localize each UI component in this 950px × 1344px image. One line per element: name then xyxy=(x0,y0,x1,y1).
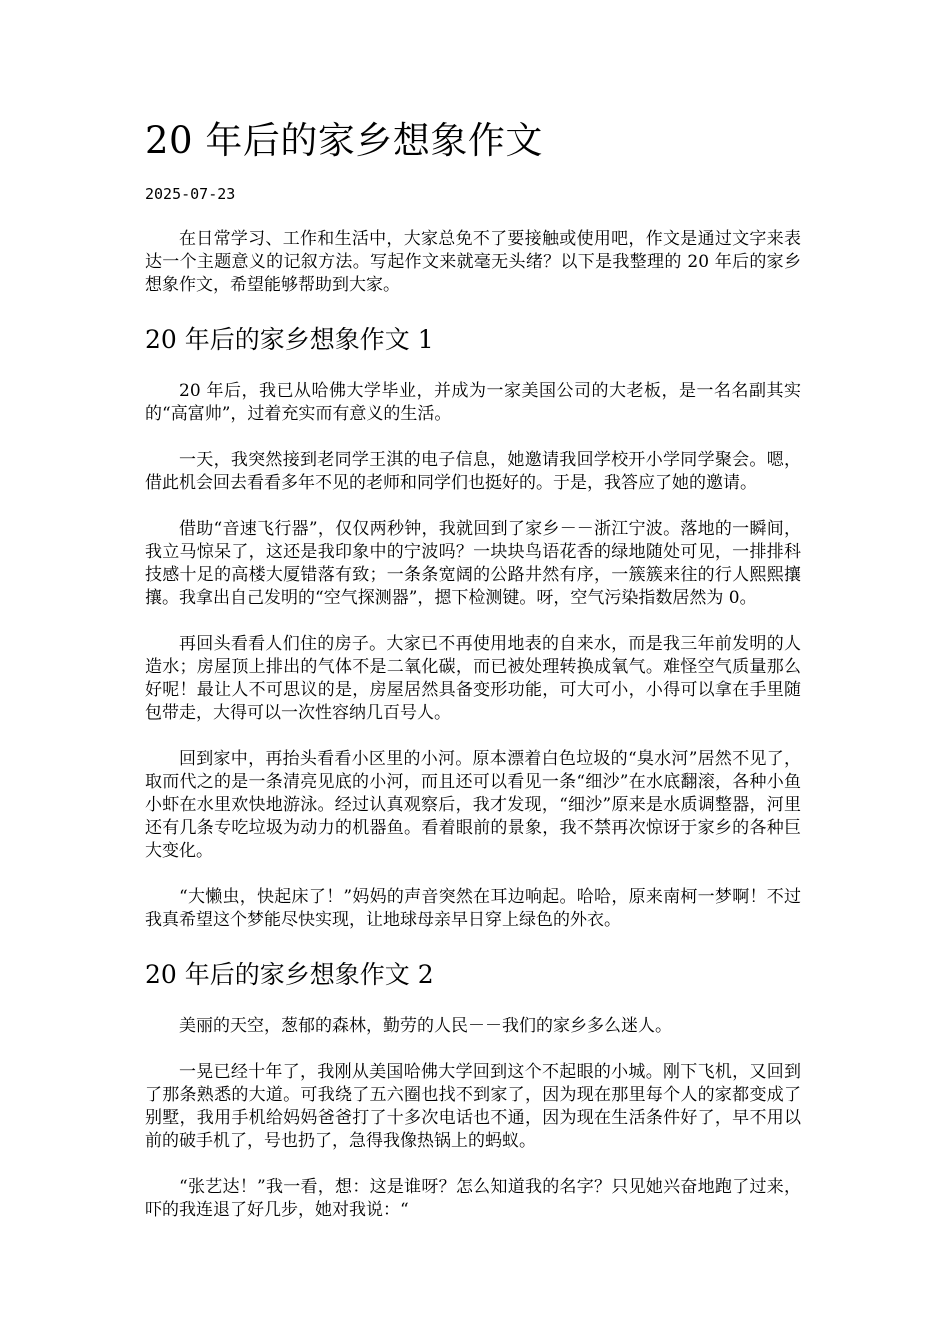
section-heading: 20 年后的家乡想象作文 2 xyxy=(145,960,434,989)
paragraph: 一天，我突然接到老同学王淇的电子信息，她邀请我回学校开小学同学聚会。嗯，借此机会回去看看多年不见的老师和同学们也挺好的。于是，我答应了她的邀请。 xyxy=(145,450,801,493)
paragraph: “大懒虫，快起床了！”妈妈的声音突然在耳边响起。哈哈，原来南柯一梦啊！不过我真希望这个梦能尽快实现，让地球母亲早日穿上绿色的外衣。 xyxy=(145,887,801,930)
intro-paragraph: 在日常学习、工作和生活中，大家总免不了要接触或使用吧，作文是通过文字来表达一个主题意义的记叙方法。写起作文来就毫无头绪？以下是我整理的 20 年后的家乡想象作文，希望能够帮助到大家。 xyxy=(145,229,801,295)
publish-date: 2025-07-23 xyxy=(145,185,236,203)
essay-section-2 xyxy=(145,956,801,1222)
paragraph: 再回头看看人们住的房子。大家已不再使用地表的自来水，而是我三年前发明的人造水；房屋顶上排出的气体不是二氧化碳，而已被处理转换成氧气。难怪空气质量那么好呢！最让人不可思议的是，房屋居然具备变形功能，可大可小，小得可以拿在手里随包带走，大得可以一次性容纳几百号人。 xyxy=(145,634,801,723)
paragraph: “张艺达！”我一看，想：这是谁呀？怎么知道我的名字？只见她兴奋地跑了过来，吓的我连退了好几步，她对我说：“ xyxy=(145,1177,801,1220)
paragraph: 美丽的天空，葱郁的森林，勤劳的人民－－我们的家乡多么迷人。 xyxy=(179,1016,672,1036)
paragraph: 回到家中，再抬头看看小区里的小河。原本漂着白色垃圾的“臭水河”居然不见了，取而代之的是一条清亮见底的小河，而且还可以看见一条“细沙”在水底翻滚，各种小鱼小虾在水里欢快地游泳。经过认真观察后，我才发现，“细沙”原来是水质调整器，河里还有几条专吃垃圾为动力的机器鱼。看着眼前的景象，我不禁再次惊讶于家乡的各种巨大变化。 xyxy=(145,749,801,861)
essay-section-1 xyxy=(145,321,801,932)
section-heading: 20 年后的家乡想象作文 1 xyxy=(145,325,434,354)
document-title: 20 年后的家乡想象作文 xyxy=(145,119,543,162)
paragraph: 一晃已经十年了，我刚从美国哈佛大学回到这个不起眼的小城。刚下飞机，又回到了那条熟悉的大道。可我绕了五六圈也找不到家了，因为现在那里每个人的家都变成了别墅，我用手机给妈妈爸爸打了十多次电话也不通，因为现在生活条件好了，早不用以前的破手机了，号也扔了，急得我像热锅上的蚂蚁。 xyxy=(145,1062,801,1151)
paragraph: 借助“音速飞行器”，仅仅两秒钟，我就回到了家乡－－浙江宁波。落地的一瞬间，我立马惊呆了，这还是我印象中的宁波吗？一块块鸟语花香的绿地随处可见，一排排科技感十足的高楼大厦错落有致；一条条宽阔的公路井然有序，一簇簇来往的行人熙熙攘攘。我拿出自己发明的“空气探测器”，摁下检测键。呀，空气污染指数居然为 0。 xyxy=(145,519,801,608)
document-page xyxy=(145,110,801,1222)
paragraph: 20 年后，我已从哈佛大学毕业，并成为一家美国公司的大老板，是一名名副其实的“高富帅”，过着充实而有意义的生活。 xyxy=(145,381,801,424)
